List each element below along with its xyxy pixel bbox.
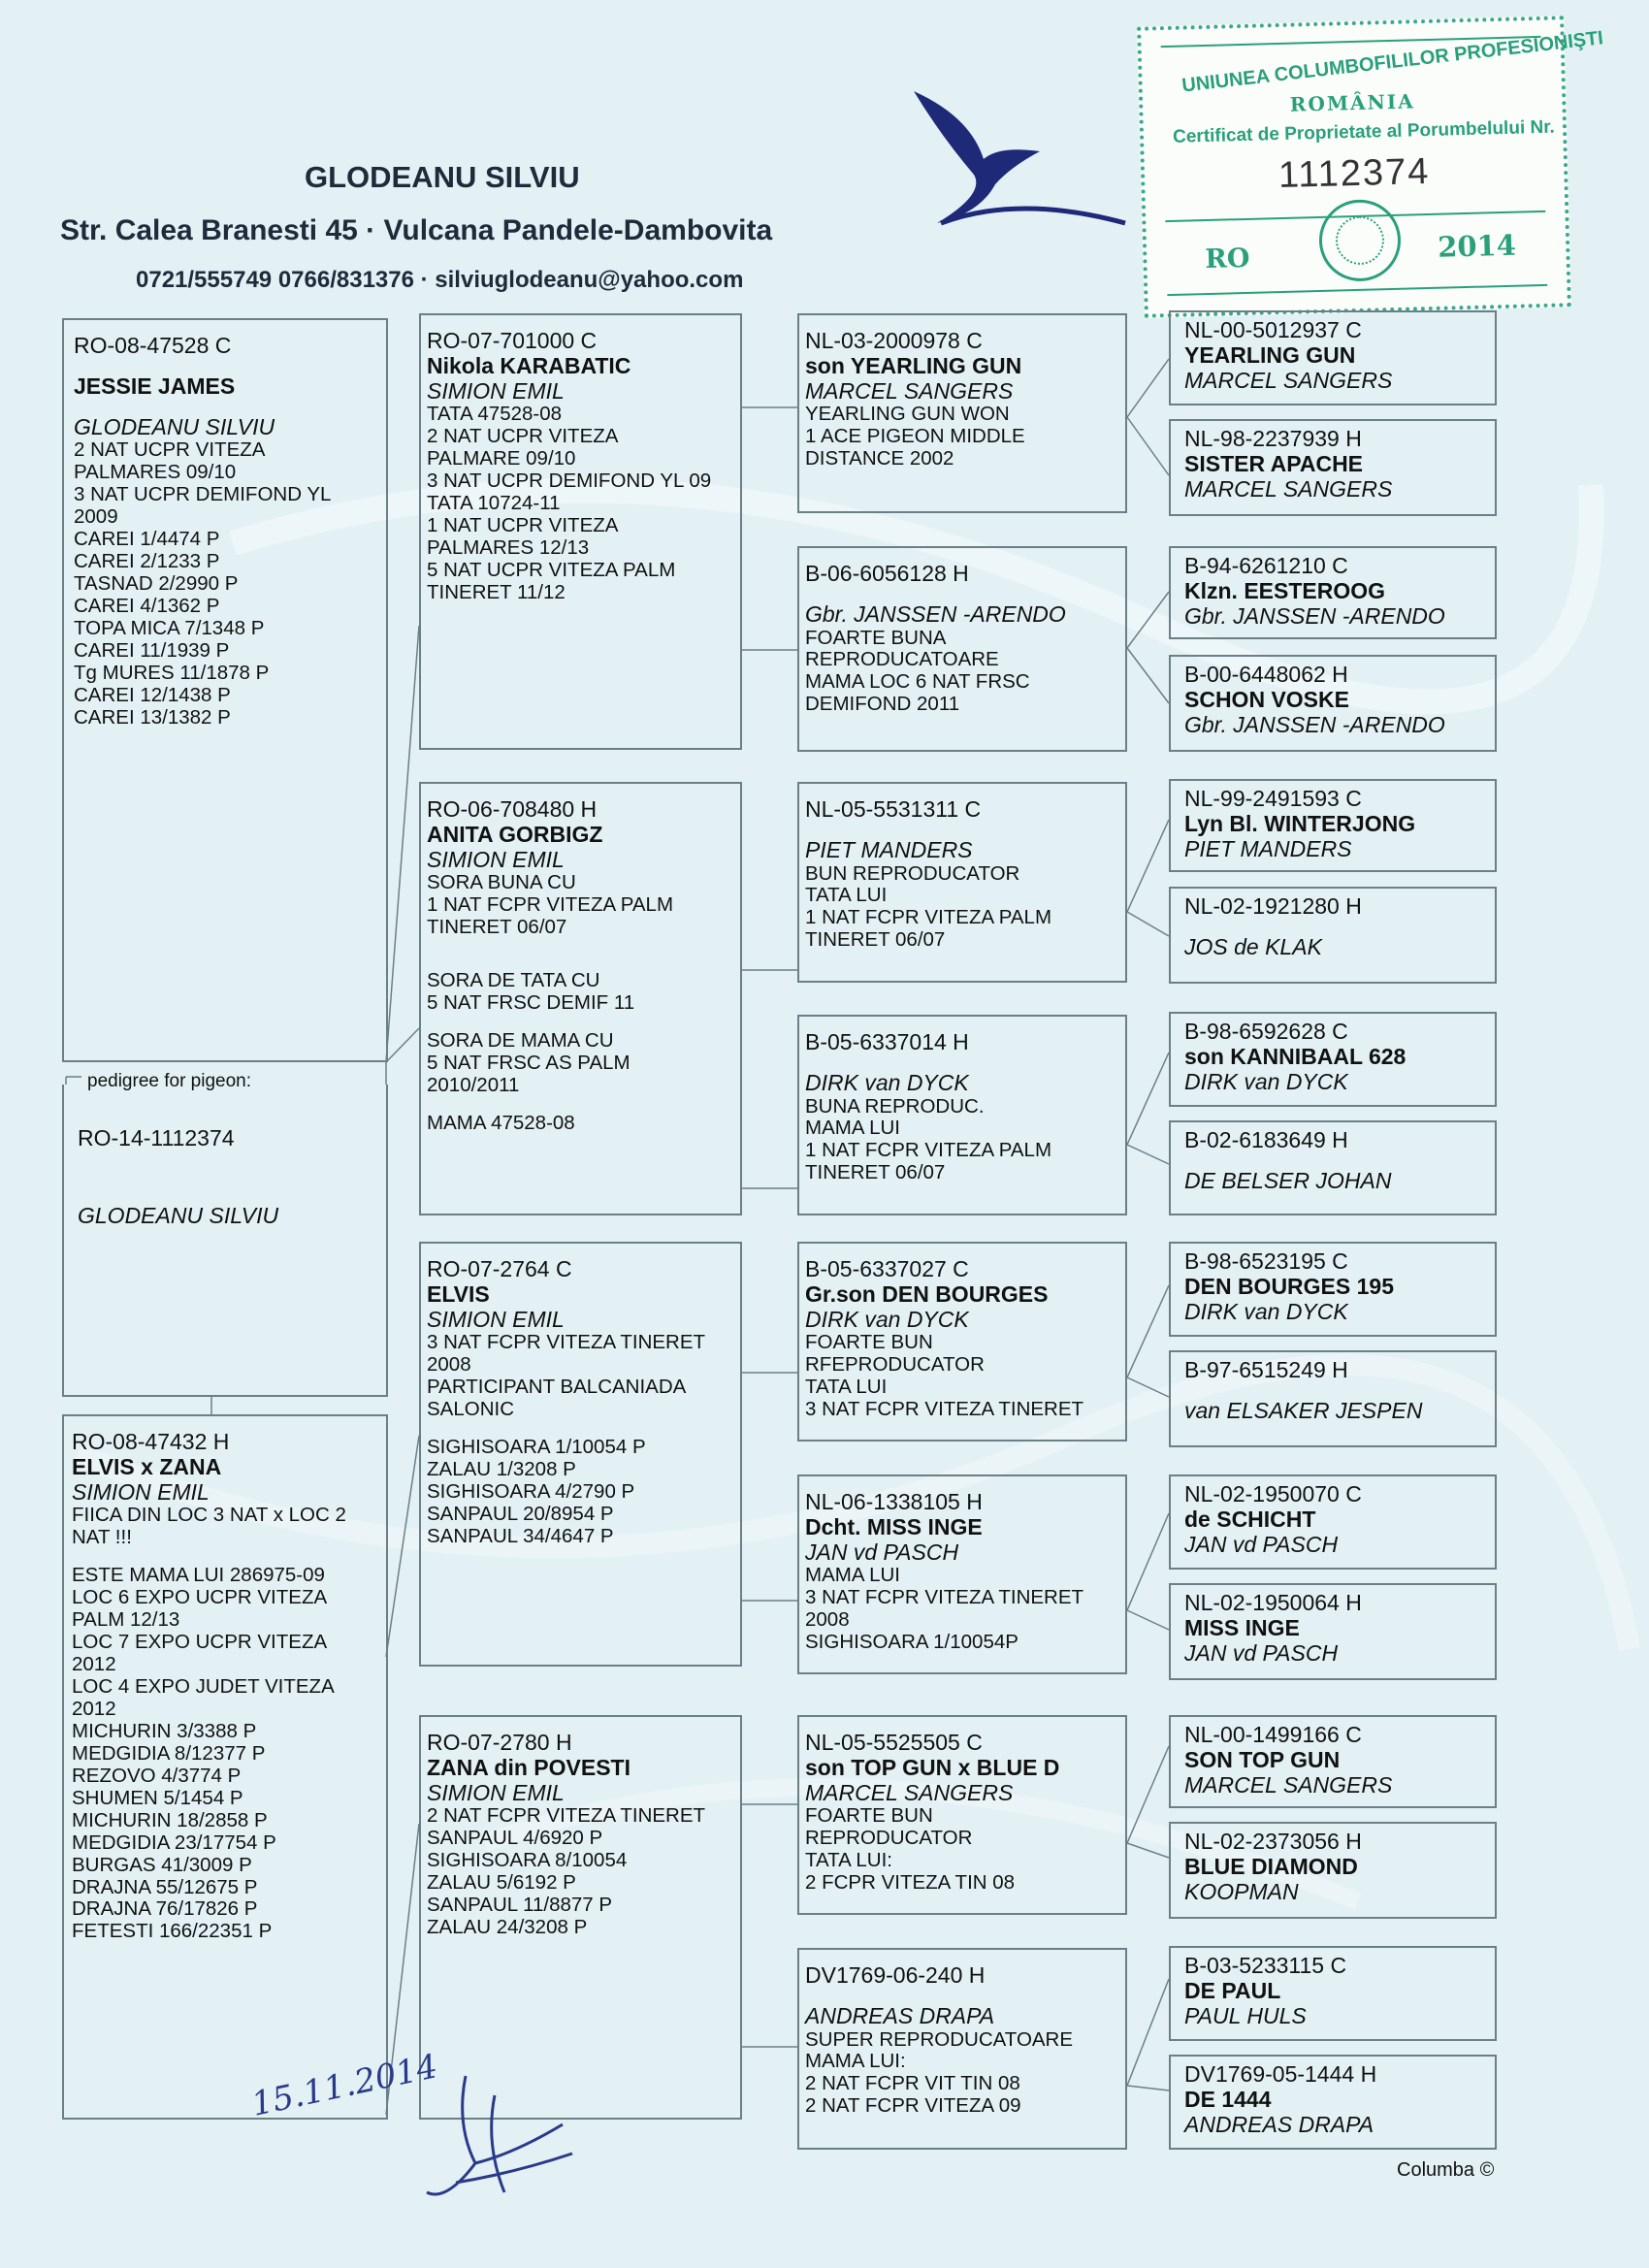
detail-line: LOC 7 EXPO UCPR VITEZA (72, 1631, 328, 1654)
breeder-name: Gbr. JANSSEN -ARENDO (1184, 602, 1445, 629)
detail-line: PARTICIPANT BALCANIADA (427, 1376, 687, 1399)
ancestor-box-16 (1169, 2055, 1497, 2150)
mother-sire-box (419, 1242, 742, 1667)
detail-line: BURGAS 41/3009 P (72, 1853, 252, 1876)
detail-line: FETESTI 166/22351 P (72, 1920, 273, 1943)
breeder-name: Gbr. JANSSEN -ARENDO (1184, 711, 1445, 737)
ancestor-box-14 (1169, 1822, 1497, 1919)
detail-line: REPRODUCATOARE (805, 648, 999, 671)
pigeon-name: SON TOP GUN (1184, 1746, 1341, 1772)
detail-line: 2008 (427, 1353, 471, 1377)
breeder-name: DIRK van DYCK (805, 1069, 969, 1095)
detail-line: MAMA LUI (805, 1117, 900, 1140)
ancestor-box-15 (1169, 1946, 1497, 2041)
ring-number: NL-05-5531311 C (805, 796, 982, 822)
detail-line: SHUMEN 5/1454 P (72, 1786, 243, 1809)
breeder-name: MARCEL SANGERS (1184, 1771, 1393, 1798)
detail-line: FOARTE BUNA (805, 626, 947, 649)
detail-line: RFEPRODUCATOR (805, 1353, 985, 1377)
detail-line: SANPAUL 34/4647 P (427, 1524, 614, 1547)
pigeon-name: Nikola KARABATIC (427, 352, 631, 378)
spacer (1184, 920, 1481, 935)
detail-line: CAREI 4/1362 P (74, 594, 220, 617)
detail-line: TATA LUI (805, 884, 888, 907)
ring-number: NL-06-1338105 H (805, 1489, 983, 1514)
detail-line: CAREI 1/4474 P (74, 528, 220, 551)
pigeon-name: Dcht. MISS INGE (805, 1513, 983, 1539)
ancestor-box-6 (1169, 887, 1497, 984)
breeder-name: MARCEL SANGERS (1184, 475, 1393, 502)
detail-line: 1 ACE PIGEON MIDDLE (805, 425, 1025, 448)
spacer (805, 587, 1119, 602)
detail-line: BUN REPRODUCATOR (805, 861, 1020, 885)
detail-line: PALMARE 09/10 (427, 447, 576, 470)
pigeon-name: MISS INGE (1184, 1614, 1300, 1640)
pigeon-name: ELVIS (427, 1280, 490, 1307)
father-dam-box (419, 782, 742, 1215)
ring-number: NL-00-5012937 C (1184, 317, 1362, 342)
detail-line: SIGHISOARA 8/10054 (427, 1849, 628, 1872)
detail-line: MEDGIDIA 8/12377 P (72, 1741, 266, 1765)
pigeon-name: JESSIE JAMES (74, 373, 236, 399)
ring-number: B-98-6592628 C (1184, 1019, 1348, 1044)
detail-line: PALMARES 12/13 (427, 535, 590, 559)
detail-line: 2012 (72, 1652, 116, 1675)
detail-line: TATA 10724-11 (427, 492, 561, 515)
pigeon-name: Lyn Bl. WINTERJONG (1184, 810, 1416, 836)
pedigree-for-label: pedigree for pigeon: (81, 1071, 257, 1092)
breeder-name: JAN vd PASCH (805, 1539, 959, 1565)
ring-number: NL-98-2237939 H (1184, 426, 1362, 451)
detail-line: MAMA 47528-08 (427, 1111, 575, 1134)
ancestor-box-4 (1169, 655, 1497, 752)
detail-line: Tg MURES 11/1878 P (74, 661, 270, 684)
detail-line: MICHURIN 3/3388 P (72, 1719, 257, 1742)
great-grandparent-box-3 (797, 782, 1127, 983)
spacer (427, 939, 734, 955)
pigeon-name: son KANNIBAAL 628 (1184, 1043, 1406, 1069)
detail-line: DEMIFOND 2011 (805, 693, 960, 716)
detail-line: 2 NAT FCPR VITEZA 09 (805, 2094, 1021, 2118)
ancestor-box-7 (1169, 1012, 1497, 1107)
detail-line: NAT !!! (72, 1526, 132, 1549)
subject-box (62, 1071, 388, 1397)
detail-line: TATA 47528-08 (427, 403, 563, 426)
ancestor-box-9 (1169, 1242, 1497, 1337)
detail-line: 5 NAT UCPR VITEZA PALM (427, 558, 676, 581)
spacer (805, 1055, 1119, 1071)
detail-line: SIGHISOARA 1/10054P (805, 1631, 1018, 1654)
breeder-name: van ELSAKER JESPEN (1184, 1397, 1423, 1423)
detail-line: CAREI 2/1233 P (74, 550, 220, 573)
ancestor-box-2 (1169, 419, 1497, 516)
spacer (74, 400, 376, 415)
detail-line: FOARTE BUN (805, 1804, 933, 1828)
detail-line: ZALAU 24/3208 P (427, 1916, 588, 1939)
ring-number: RO-07-701000 C (427, 328, 598, 353)
pigeon-name: Klzn. EESTEROOG (1184, 577, 1386, 603)
detail-line: 5 NAT FRSC AS PALM (427, 1051, 630, 1074)
detail-line: DRAJNA 76/17826 P (72, 1897, 258, 1921)
ring-number: B-05-6337027 C (805, 1256, 969, 1281)
spacer (74, 359, 376, 374)
detail-line: 2 NAT UCPR VITEZA (74, 438, 266, 462)
detail-line: REZOVO 4/3774 P (72, 1764, 242, 1787)
detail-line: MAMA LUI (805, 1564, 900, 1587)
breeder-name: PAUL HULS (1184, 2002, 1307, 2028)
pigeon-name: ANITA GORBIGZ (427, 821, 603, 847)
stamp-certificate-title: Certificat de Proprietate al Porumbelului Nr. (1172, 116, 1556, 147)
breeder-name: ANDREAS DRAPA (1184, 2111, 1374, 2137)
ring-number: NL-03-2000978 C (805, 328, 983, 353)
columba-credit: Columba © (1397, 2159, 1495, 2181)
ring-number: NL-02-1950064 H (1184, 1590, 1362, 1615)
detail-line: SORA BUNA CU (427, 871, 576, 894)
breeder-name: GLODEANU SILVIU (74, 413, 275, 439)
ring-number: NL-02-1921280 H (1184, 893, 1362, 919)
detail-line: 2 NAT UCPR VITEZA (427, 425, 619, 448)
detail-line: DISTANCE 2002 (805, 447, 954, 470)
signature-icon (407, 2057, 582, 2212)
breeder-name: KOOPMAN (1184, 1878, 1299, 1904)
detail-line: SORA DE TATA CU (427, 969, 600, 992)
pigeon-name: de SCHICHT (1184, 1506, 1316, 1532)
breeder-name: SIMION EMIL (427, 377, 565, 404)
detail-line: SALONIC (427, 1398, 514, 1421)
detail-line: SANPAUL 11/8877 P (427, 1894, 613, 1917)
stamp-union-name: UNIUNEA COLUMBOFILILOR PROFESIONIŞTI (1180, 27, 1605, 97)
detail-line: SIGHISOARA 1/10054 P (427, 1436, 646, 1459)
breeder-name: DE BELSER JOHAN (1184, 1167, 1392, 1193)
detail-line: 5 NAT FRSC DEMIF 11 (427, 991, 635, 1015)
pigeon-name: BLUE DIAMOND (1184, 1853, 1358, 1879)
ring-number: B-94-6261210 C (1184, 553, 1348, 578)
detail-line: SANPAUL 4/6920 P (427, 1827, 603, 1850)
ring-number: NL-02-2373056 H (1184, 1829, 1362, 1854)
spacer (427, 1097, 734, 1113)
detail-line: 1 NAT FCPR VITEZA PALM (805, 906, 1052, 929)
detail-line: SANPAUL 20/8954 P (427, 1502, 614, 1525)
great-grandparent-box-8 (797, 1948, 1127, 2150)
detail-line: 3 NAT UCPR DEMIFOND YL 09 (427, 470, 712, 493)
ancestor-box-11 (1169, 1474, 1497, 1570)
ring-number: RO-08-47432 H (72, 1429, 230, 1454)
detail-line: LOC 6 EXPO UCPR VITEZA (72, 1586, 328, 1609)
pigeon-name: ELVIS x ZANA (72, 1453, 222, 1479)
detail-line: 2 NAT FCPR VIT TIN 08 (805, 2072, 1020, 2095)
spacer (427, 1421, 734, 1437)
detail-line: SORA DE MAMA CU (427, 1029, 614, 1053)
ring-number: B-06-6056128 H (805, 561, 969, 586)
ancestor-box-8 (1169, 1120, 1497, 1215)
spacer (427, 1015, 734, 1030)
ring-number: NL-05-5525505 C (805, 1730, 983, 1755)
detail-line: PALMARES 09/10 (74, 461, 237, 484)
ring-number: DV1769-06-240 H (805, 1962, 986, 1988)
breeder-name: Gbr. JANSSEN -ARENDO (805, 600, 1066, 627)
detail-line: 2012 (72, 1697, 116, 1720)
ring-number: RO-06-708480 H (427, 796, 598, 822)
detail-line: TOPA MICA 7/1348 P (74, 616, 265, 639)
pigeon-name: son YEARLING GUN (805, 352, 1022, 378)
breeder-name: SIMION EMIL (72, 1478, 210, 1505)
ring-number: RO-07-2764 C (427, 1256, 572, 1281)
ring-number: B-97-6515249 H (1184, 1357, 1348, 1382)
spacer (805, 823, 1119, 838)
breeder-name: PIET MANDERS (805, 836, 973, 862)
ring-number: DV1769-05-1444 H (1184, 2061, 1377, 2087)
breeder-name: MARCEL SANGERS (805, 1779, 1014, 1805)
spacer (72, 1549, 378, 1565)
ancestor-box-13 (1169, 1715, 1497, 1808)
ring-number: B-02-6183649 H (1184, 1127, 1348, 1152)
breeder-name: JOS de KLAK (1184, 933, 1322, 959)
breeder-name: DIRK van DYCK (1184, 1068, 1348, 1094)
ring-number: NL-00-1499166 C (1184, 1722, 1362, 1747)
breeder-name: SIMION EMIL (427, 1779, 565, 1805)
detail-line: LOC 4 EXPO JUDET VITEZA (72, 1674, 335, 1698)
ring-number: NL-99-2491593 C (1184, 786, 1362, 811)
pigeon-name: SCHON VOSKE (1184, 686, 1349, 712)
pigeon-name: ZANA din POVESTI (427, 1754, 630, 1780)
spacer (805, 1989, 1119, 2004)
detail-line: 1 NAT UCPR VITEZA (427, 514, 619, 537)
pigeon-name: DE PAUL (1184, 1977, 1281, 2003)
detail-line: FOARTE BUN (805, 1331, 933, 1354)
great-grandparent-box-6 (797, 1474, 1127, 1674)
spacer (1184, 1153, 1481, 1169)
detail-line: MICHURIN 18/2858 P (72, 1808, 268, 1831)
detail-line: FIICA DIN LOC 3 NAT x LOC 2 (72, 1504, 346, 1527)
stamp-certificate-number: 1112374 (1277, 150, 1431, 197)
detail-line: ZALAU 5/6192 P (427, 1871, 576, 1895)
ring-number: RO-08-47528 C (74, 333, 232, 358)
detail-line: 2008 (805, 1608, 850, 1632)
breeder-name: MARCEL SANGERS (805, 377, 1014, 404)
ancestor-box-1 (1169, 310, 1497, 405)
detail-line: 3 NAT UCPR DEMIFOND YL (74, 483, 332, 506)
ring-number: NL-02-1950070 C (1184, 1481, 1362, 1507)
detail-line: MEDGIDIA 23/17754 P (72, 1831, 276, 1854)
breeder-name: ANDREAS DRAPA (805, 2002, 995, 2028)
spacer (427, 955, 734, 970)
detail-line: CAREI 13/1382 P (74, 705, 231, 729)
detail-line: TINERET 06/07 (805, 1161, 946, 1184)
detail-line: 2009 (74, 505, 118, 529)
breeder-name: MARCEL SANGERS (1184, 367, 1393, 393)
breeder-name: GLODEANU SILVIU (305, 160, 580, 194)
detail-line: TATA LUI (805, 1376, 888, 1399)
ancestor-box-5 (1169, 779, 1497, 872)
detail-line: TASNAD 2/2990 P (74, 571, 239, 595)
breeder-name: SIMION EMIL (427, 1306, 565, 1332)
detail-line: ESTE MAMA LUI 286975-09 (72, 1564, 325, 1587)
pigeon-name: YEARLING GUN (1184, 341, 1356, 368)
pigeon-name: son TOP GUN x BLUE D (805, 1754, 1060, 1780)
detail-line: TINERET 11/12 (427, 580, 566, 603)
subject-breeder: GLODEANU SILVIU (78, 1203, 279, 1228)
breeder-name: PIET MANDERS (1184, 835, 1352, 861)
ring-number: RO-07-2780 H (427, 1730, 572, 1755)
detail-line: 2 FCPR VITEZA TIN 08 (805, 1871, 1016, 1895)
detail-line: YEARLING GUN WON (805, 403, 1010, 426)
detail-line: REPRODUCATOR (805, 1827, 973, 1850)
detail-line: MAMA LOC 6 NAT FRSC (805, 670, 1030, 694)
great-grandparent-box-1 (797, 313, 1127, 513)
detail-line: 3 NAT FCPR VITEZA TINERET (805, 1586, 1084, 1609)
detail-line: CAREI 11/1939 P (74, 638, 230, 662)
spacer (1184, 1383, 1481, 1399)
pigeon-name: DE 1444 (1184, 2086, 1272, 2112)
pigeon-name: SISTER APACHE (1184, 450, 1364, 476)
detail-line: 1 NAT FCPR VITEZA PALM (805, 1139, 1052, 1162)
detail-line: TINERET 06/07 (427, 916, 567, 939)
stamp-country: ROMÂNIA (1289, 89, 1415, 116)
handwritten-date: 15.11.2014 (247, 2047, 441, 2124)
breeder-name: JAN vd PASCH (1184, 1639, 1339, 1666)
breeder-contact: 0721/555749 0766/831376 · silviuglodeanu@yahoo.com (136, 267, 744, 293)
breeder-name: DIRK van DYCK (1184, 1298, 1348, 1324)
great-grandparent-box-4 (797, 1015, 1127, 1215)
breeder-name: DIRK van DYCK (805, 1306, 969, 1332)
detail-line: 1 NAT FCPR VITEZA PALM (427, 893, 674, 917)
ring-number: B-03-5233115 C (1184, 1953, 1347, 1978)
breeder-name: SIMION EMIL (427, 846, 565, 872)
detail-line: 2 NAT FCPR VITEZA TINERET (427, 1804, 706, 1828)
great-grandparent-box-2 (797, 546, 1127, 752)
breeder-name: JAN vd PASCH (1184, 1531, 1339, 1557)
ring-number: B-05-6337014 H (805, 1029, 969, 1054)
detail-line: 2010/2011 (427, 1073, 520, 1096)
detail-line: DRAJNA 55/12675 P (72, 1875, 258, 1898)
detail-line: BUNA REPRODUC. (805, 1094, 985, 1118)
detail-line: SUPER REPRODUCATOARE (805, 2027, 1074, 2051)
detail-line: ZALAU 1/3208 P (427, 1458, 576, 1481)
father-sire-box (419, 313, 742, 750)
detail-line: 3 NAT FCPR VITEZA TINERET (427, 1331, 706, 1354)
detail-line: CAREI 12/1438 P (74, 683, 231, 706)
ancestor-box-10 (1169, 1350, 1497, 1447)
ring-number: B-00-6448062 H (1184, 662, 1348, 687)
ancestor-box-3 (1169, 546, 1497, 639)
stamp-year: 2014 (1437, 228, 1517, 264)
stamp-country-code: RO (1205, 243, 1250, 275)
detail-line: TINERET 06/07 (805, 928, 946, 952)
great-grandparent-box-5 (797, 1242, 1127, 1442)
pigeon-name: Gr.son DEN BOURGES (805, 1280, 1049, 1307)
great-grandparent-box-7 (797, 1715, 1127, 1915)
pigeon-name: DEN BOURGES 195 (1184, 1273, 1395, 1299)
detail-line: TATA LUI: (805, 1849, 892, 1872)
ring-number: B-98-6523195 C (1184, 1248, 1348, 1274)
father-box (62, 318, 388, 1062)
ancestor-box-12 (1169, 1583, 1497, 1680)
detail-line: SIGHISOARA 4/2790 P (427, 1479, 635, 1503)
detail-line: 3 NAT FCPR VITEZA TINERET (805, 1398, 1084, 1421)
mother-box (62, 1414, 388, 2120)
detail-line: PALM 12/13 (72, 1608, 180, 1632)
subject-ring-number: RO-14-1112374 (78, 1125, 235, 1150)
breeder-address: Str. Calea Branesti 45 · Vulcana Pandele-Dambovita (60, 214, 773, 246)
detail-line: MAMA LUI: (805, 2050, 906, 2073)
